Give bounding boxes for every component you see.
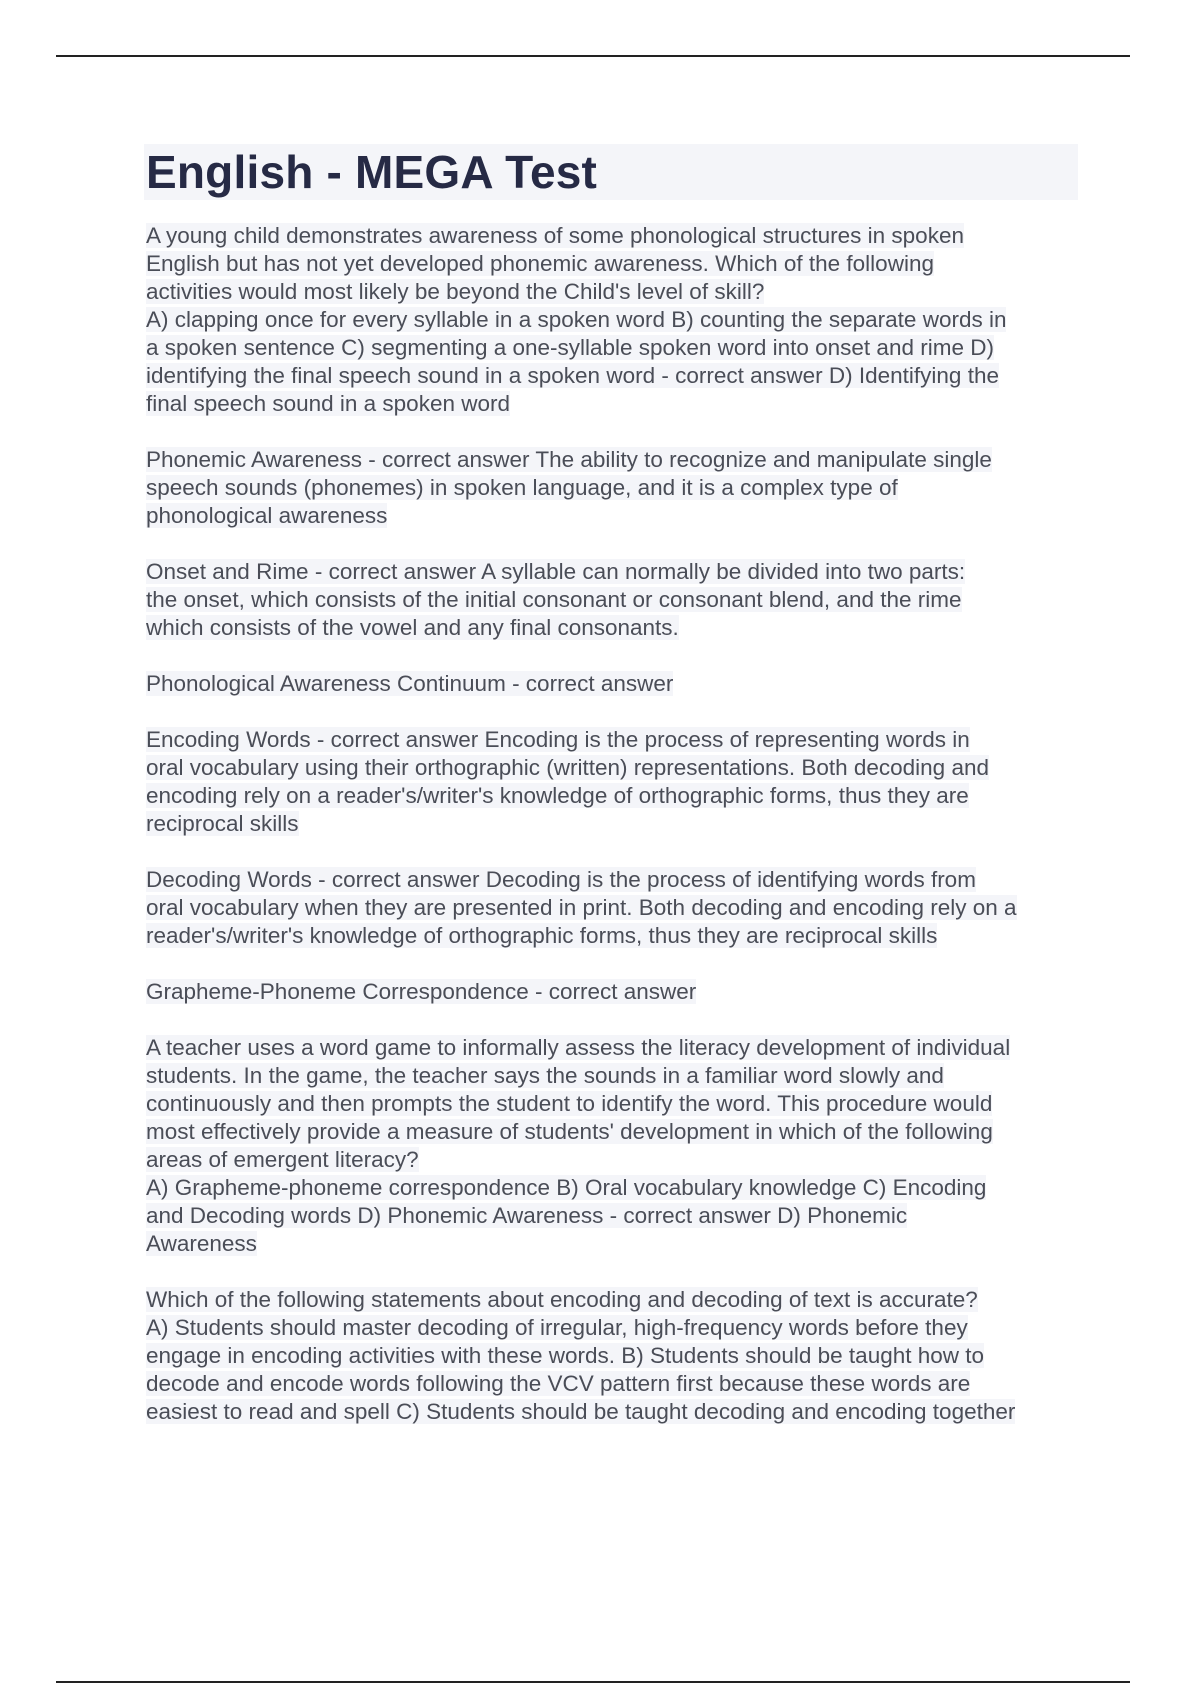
flashcard-block [144,726,1078,838]
text-line [144,502,1078,530]
text-line [144,978,1078,1006]
text-line [144,306,1078,334]
page-title: English - MEGA Test [144,144,1078,200]
text-line [144,1398,1078,1426]
text-line-content: A) clapping once for every syllable in a spoken word B) counting the separate words in [146,307,1007,332]
text-line [144,754,1078,782]
flashcard-block [144,670,1078,698]
text-line [144,1370,1078,1398]
text-line [144,782,1078,810]
text-line [144,362,1078,390]
text-line [144,334,1078,362]
text-line-content: phonological awareness [146,503,388,528]
text-line [144,474,1078,502]
text-line [144,250,1078,278]
text-line [144,446,1078,474]
text-line-content: and Decoding words D) Phonemic Awareness - correct answer D) Phonemic [146,1203,908,1228]
bottom-rule [56,1681,1130,1683]
text-line-content: reader's/writer's knowledge of orthographic forms, thus they are reciprocal skills [146,923,938,948]
text-line [144,1230,1078,1258]
text-line [144,1034,1078,1062]
top-rule [56,55,1130,57]
text-line [144,1090,1078,1118]
text-line-content: Onset and Rime - correct answer A syllable can normally be divided into two parts: [146,559,966,584]
flashcard-block [144,978,1078,1006]
text-line [144,390,1078,418]
text-line [144,670,1078,698]
text-line [144,1314,1078,1342]
text-line [144,866,1078,894]
text-line [144,1062,1078,1090]
text-line-content: oral vocabulary when they are presented in print. Both decoding and encoding rely on a [146,895,1017,920]
text-line [144,558,1078,586]
text-line [144,894,1078,922]
flashcard-block [144,222,1078,418]
text-line-content: identifying the final speech sound in a spoken word - correct answer D) Identifying the [146,363,999,388]
text-line [144,1118,1078,1146]
text-line-content: a spoken sentence C) segmenting a one-syllable spoken word into onset and rime D) [146,335,994,360]
text-line [144,222,1078,250]
text-line-content: easiest to read and spell C) Students should be taught decoding and encoding together [146,1399,1016,1424]
text-line [144,1146,1078,1174]
text-line [144,810,1078,838]
text-line [144,1202,1078,1230]
text-line [144,726,1078,754]
document-body [144,144,1078,1454]
text-line-content: A teacher uses a word game to informally assess the literacy development of individual [146,1035,1011,1060]
text-line-content: English but has not yet developed phonemic awareness. Which of the following [146,251,934,276]
text-line-content: continuously and then prompts the student to identify the word. This procedure would [146,1091,993,1116]
text-line-content: which consists of the vowel and any final consonants. [146,615,679,640]
flashcard-block [144,558,1078,642]
text-line-content: areas of emergent literacy? [146,1147,419,1172]
text-line-content: speech sounds (phonemes) in spoken language, and it is a complex type of [146,475,898,500]
flashcard-block [144,866,1078,950]
text-line-content: A) Grapheme-phoneme correspondence B) Oral vocabulary knowledge C) Encoding [146,1175,987,1200]
text-line-content: Which of the following statements about encoding and decoding of text is accurate? [146,1287,978,1312]
text-line-content: the onset, which consists of the initial consonant or consonant blend, and the rime [146,587,962,612]
text-line-content: Awareness [146,1231,257,1256]
flashcard-block [144,446,1078,530]
text-line-content: A) Students should master decoding of irregular, high-frequency words before they [146,1315,968,1340]
text-line [144,1286,1078,1314]
text-line-content: activities would most likely be beyond the Child's level of skill? [146,279,765,304]
text-line-content: Grapheme-Phoneme Correspondence - correct answer [146,979,697,1004]
flashcard-block [144,1034,1078,1258]
text-line [144,586,1078,614]
text-line [144,278,1078,306]
flashcard-block [144,1286,1078,1426]
text-line-content: decode and encode words following the VCV pattern first because these words are [146,1371,971,1396]
text-line [144,1174,1078,1202]
text-line-content: students. In the game, the teacher says the sounds in a familiar word slowly and [146,1063,944,1088]
text-line-content: Decoding Words - correct answer Decoding is the process of identifying words from [146,867,976,892]
text-line-content: most effectively provide a measure of students' development in which of the following [146,1119,993,1144]
text-line [144,1342,1078,1370]
flashcard-list [144,222,1078,1426]
text-line-content: engage in encoding activities with these words. B) Students should be taught how to [146,1343,985,1368]
text-line [144,614,1078,642]
text-line-content: Encoding Words - correct answer Encoding is the process of representing words in [146,727,970,752]
text-line-content: Phonological Awareness Continuum - correct answer [146,671,674,696]
text-line-content: reciprocal skills [146,811,299,836]
text-line-content: A young child demonstrates awareness of some phonological structures in spoken [146,223,964,248]
text-line-content: encoding rely on a reader's/writer's knowledge of orthographic forms, thus they are [146,783,969,808]
text-line-content: oral vocabulary using their orthographic (written) representations. Both decoding and [146,755,989,780]
text-line-content: final speech sound in a spoken word [146,391,510,416]
text-line-content: Phonemic Awareness - correct answer The ability to recognize and manipulate single [146,447,992,472]
text-line [144,922,1078,950]
